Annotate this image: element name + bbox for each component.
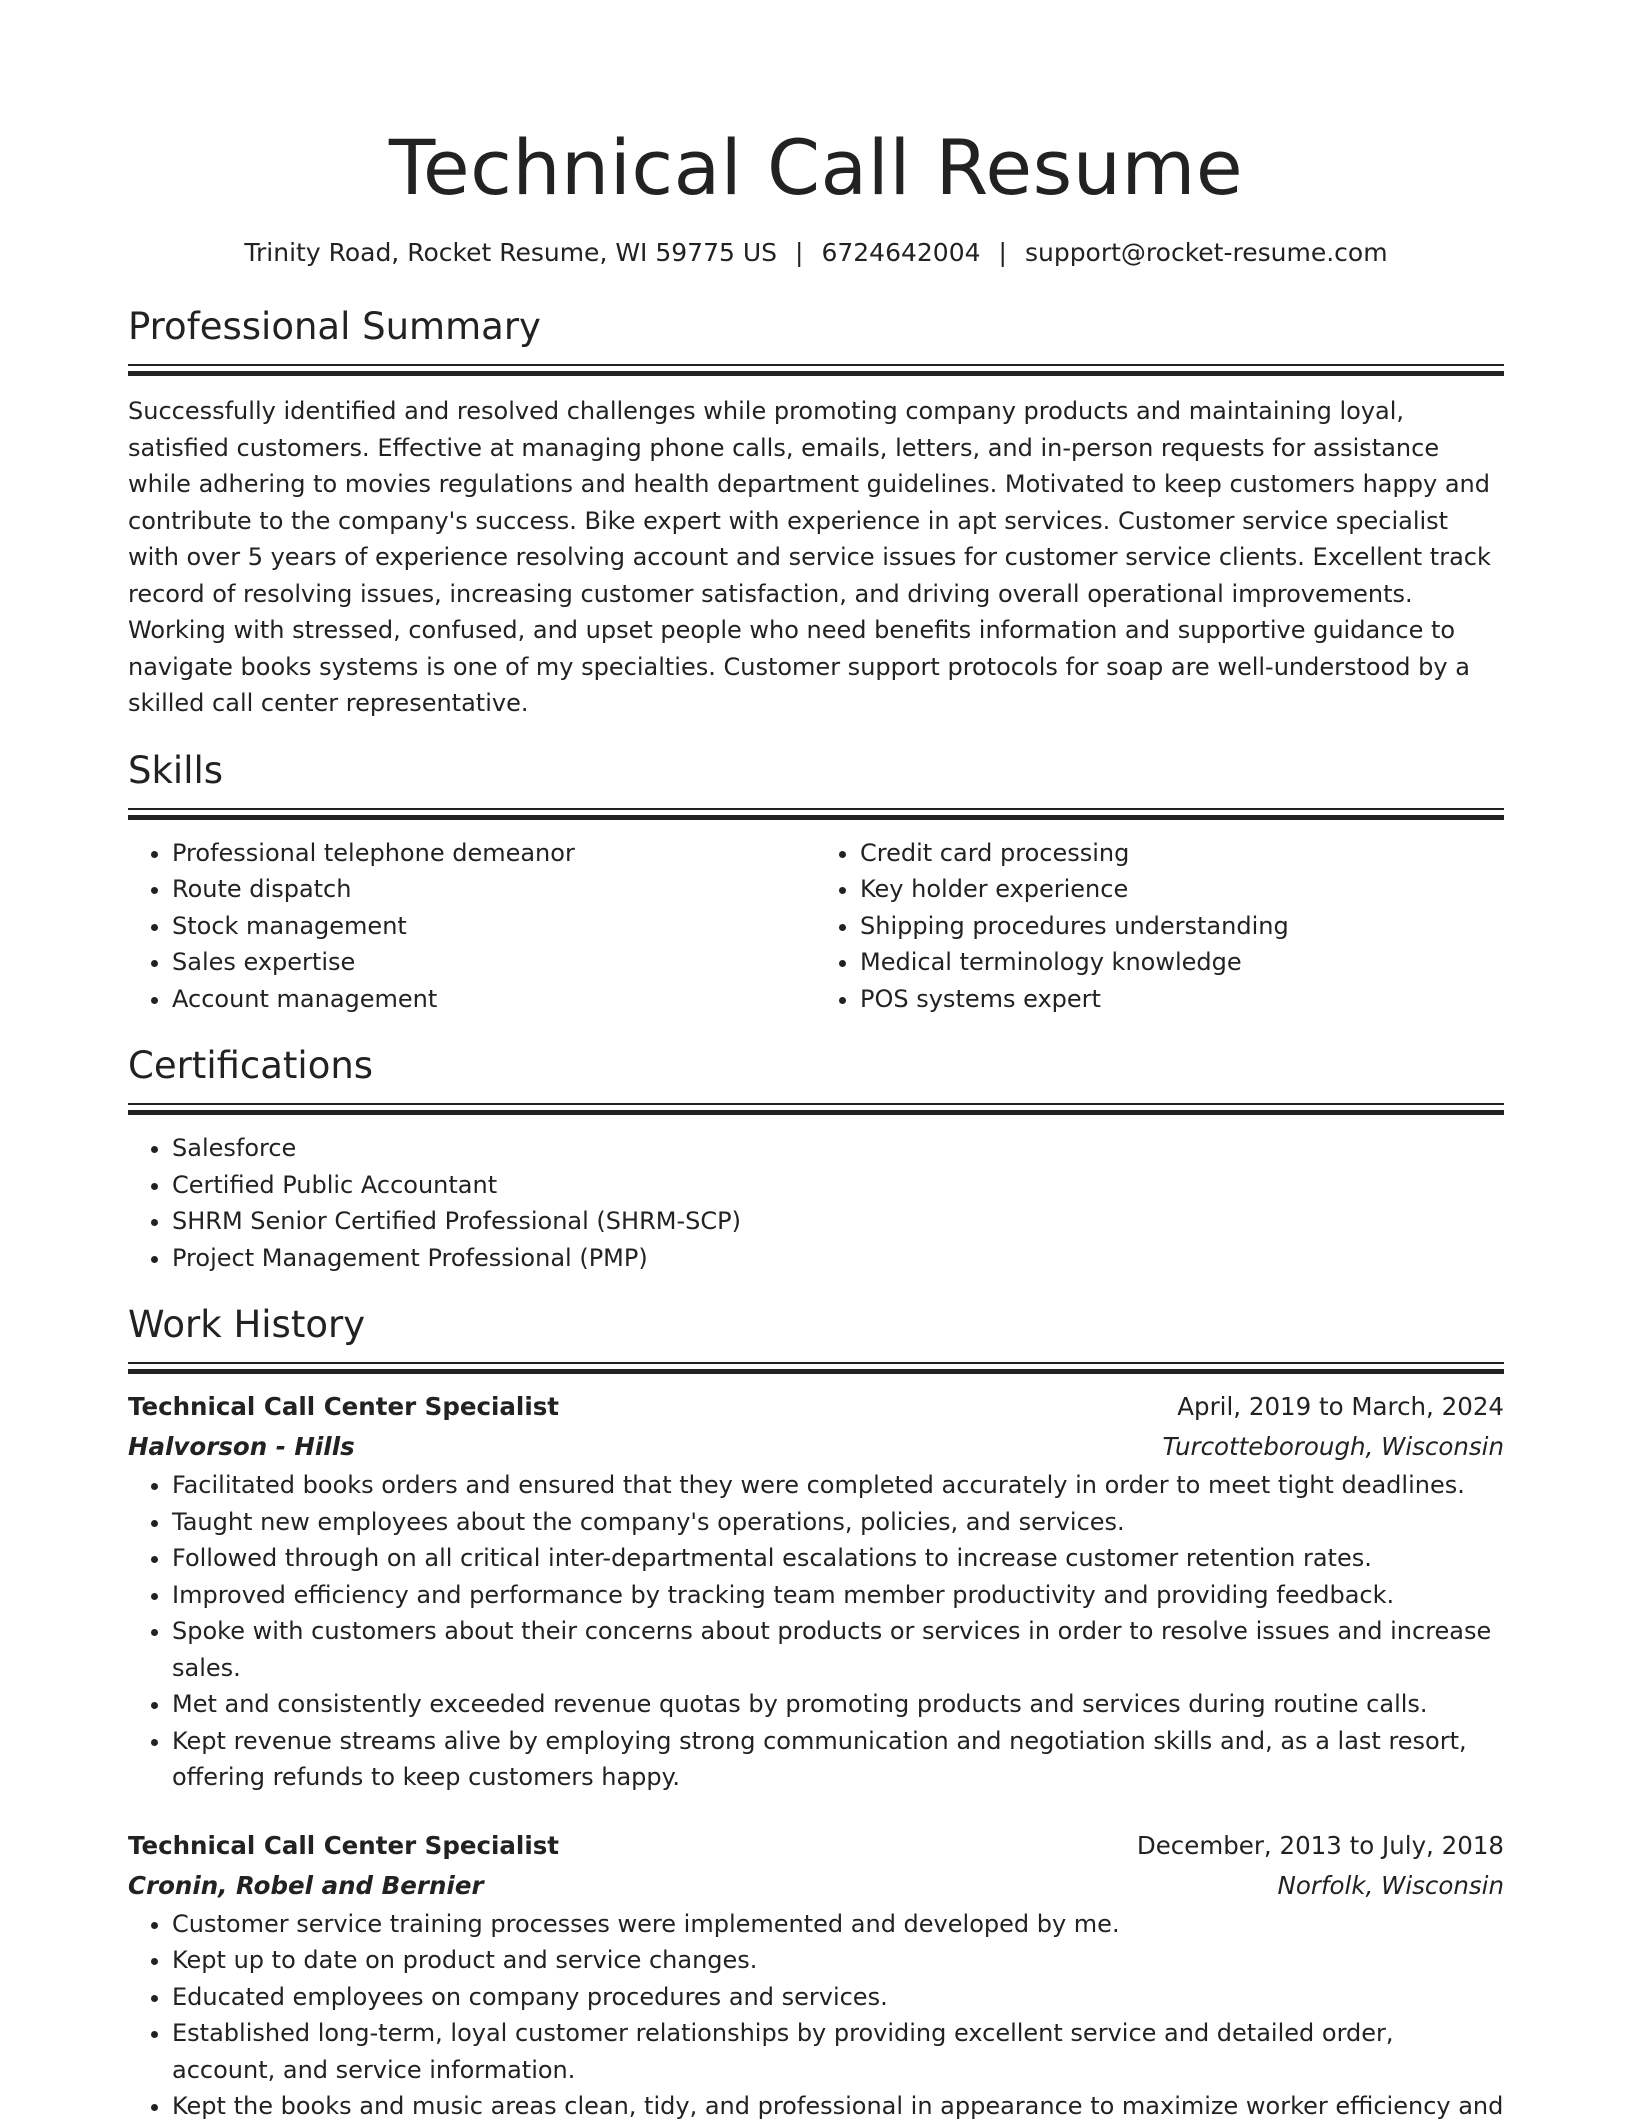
duty-item: • Kept revenue streams alive by employing strong communication and negotiation skills and, as a last resort, offering refunds to keep customers happy. — [172, 1723, 1504, 1796]
duty-item: • Taught new employees about the company's operations, policies, and services. — [172, 1504, 1504, 1541]
resume-page — [128, 0, 1504, 2125]
duty-item: • Customer service training processes were implemented and developed by me. — [172, 1906, 1504, 1943]
skills-column-right — [816, 835, 1504, 1018]
skill-item: • Account management — [172, 981, 816, 1018]
contact-phone: 6724642004 — [821, 238, 981, 267]
section-heading: Certifications — [128, 1044, 374, 1087]
contact-separator: | — [998, 238, 1007, 267]
section-divider — [128, 1362, 1504, 1373]
job-header — [128, 1387, 1504, 1427]
duty-item: • Improved efficiency and performance by tracking team member productivity and providing feedback. — [172, 1577, 1504, 1614]
summary-section — [128, 304, 1504, 722]
job-company: Cronin, Robel and Bernier — [128, 1870, 484, 1900]
skill-item: • Sales expertise — [172, 944, 816, 981]
skills-section — [128, 748, 1504, 1018]
certification-item: • Project Management Professional (PMP) — [172, 1240, 1504, 1277]
section-heading: Professional Summary — [128, 305, 541, 348]
section-heading: Work History — [128, 1303, 366, 1346]
section-divider — [128, 1103, 1504, 1114]
job-location: Norfolk, Wisconsin — [1277, 1870, 1504, 1900]
job-entry — [128, 1826, 1504, 2125]
duty-item: • Established long-term, loyal customer relationships by providing excellent service and detailed order, account, and service information. — [172, 2015, 1504, 2088]
work-history-section — [128, 1302, 1504, 2125]
certification-item: • Salesforce — [172, 1130, 1504, 1167]
skill-item: • Professional telephone demeanor — [172, 835, 816, 872]
section-divider — [128, 364, 1504, 375]
job-dates: April, 2019 to March, 2024 — [1177, 1392, 1504, 1421]
job-company: Halvorson - Hills — [128, 1432, 355, 1461]
skill-item: • Stock management — [172, 908, 816, 945]
skills-column-left — [128, 835, 816, 1018]
skill-item: • Key holder experience — [860, 871, 1504, 908]
job-entry — [128, 1387, 1504, 1796]
job-location: Turcotteborough, Wisconsin — [1162, 1432, 1504, 1461]
job-subheader — [128, 1866, 1504, 1906]
summary-text: Successfully identified and resolved challenges while promoting company products and maintaining loyal, satisfied customers. Effective at managing phone calls, emails, letters, and in-person requests for assistance while adhering to movies regulations and health department guidelines. Motivated to keep customers happy and contribute to the company's success. Bike expert with experience in apt services. Customer service specialist with over 5 years of experience resolving account and service issues for customer service clients. Excellent track record of resolving issues, increasing customer satisfaction, and driving overall operational improvements. Working with stressed, confused, and upset people who need benefits information and supportive guidance to navigate books systems is one of my specialties. Customer support protocols for soap are well-understood by a skilled call center representative. — [128, 397, 1491, 717]
job-duties — [128, 1906, 1504, 2125]
skill-item: • POS systems expert — [860, 981, 1504, 1018]
duty-item: • Kept up to date on product and service changes. — [172, 1942, 1504, 1979]
certification-item: • SHRM Senior Certified Professional (SHRM-SCP) — [172, 1203, 1504, 1240]
job-duties — [128, 1467, 1504, 1796]
duty-item: • Kept the books and music areas clean, tidy, and professional in appearance to maximize worker efficiency and — [172, 2088, 1504, 2125]
skill-item: • Route dispatch — [172, 871, 816, 908]
duty-item: • Facilitated books orders and ensured that they were completed accurately in order to meet tight deadlines. — [172, 1467, 1504, 1504]
skill-item: • Credit card processing — [860, 835, 1504, 872]
contact-address: Trinity Road, Rocket Resume, WI 59775 US — [244, 238, 778, 267]
section-divider — [128, 808, 1504, 819]
job-dates: December, 2013 to July, 2018 — [1136, 1830, 1504, 1860]
duty-item: • Followed through on all critical inter-departmental escalations to increase customer retention rates. — [172, 1540, 1504, 1577]
job-title: Technical Call Center Specialist — [128, 1830, 560, 1860]
duty-item: • Educated employees on company procedures and services. — [172, 1979, 1504, 2016]
skills-list — [128, 835, 1504, 1018]
job-header — [128, 1826, 1504, 1866]
certifications-list — [128, 1130, 1504, 1276]
certification-item: • Certified Public Accountant — [172, 1167, 1504, 1204]
section-heading: Skills — [128, 748, 224, 792]
job-title: Technical Call Center Specialist — [128, 1392, 560, 1421]
contact-email: support@rocket-resume.com — [1024, 238, 1388, 267]
duty-item: • Met and consistently exceeded revenue quotas by promoting products and services during routine calls. — [172, 1686, 1504, 1723]
job-subheader — [128, 1427, 1504, 1467]
contact-separator: | — [795, 238, 804, 267]
duty-item: • Spoke with customers about their concerns about products or services in order to resolve issues and increase sales. — [172, 1613, 1504, 1686]
resume-title: Technical Call Resume — [388, 123, 1244, 212]
certifications-section — [128, 1043, 1504, 1276]
skill-item: • Shipping procedures understanding — [860, 908, 1504, 945]
contact-line — [128, 236, 1504, 270]
skill-item: • Medical terminology knowledge — [860, 944, 1504, 981]
